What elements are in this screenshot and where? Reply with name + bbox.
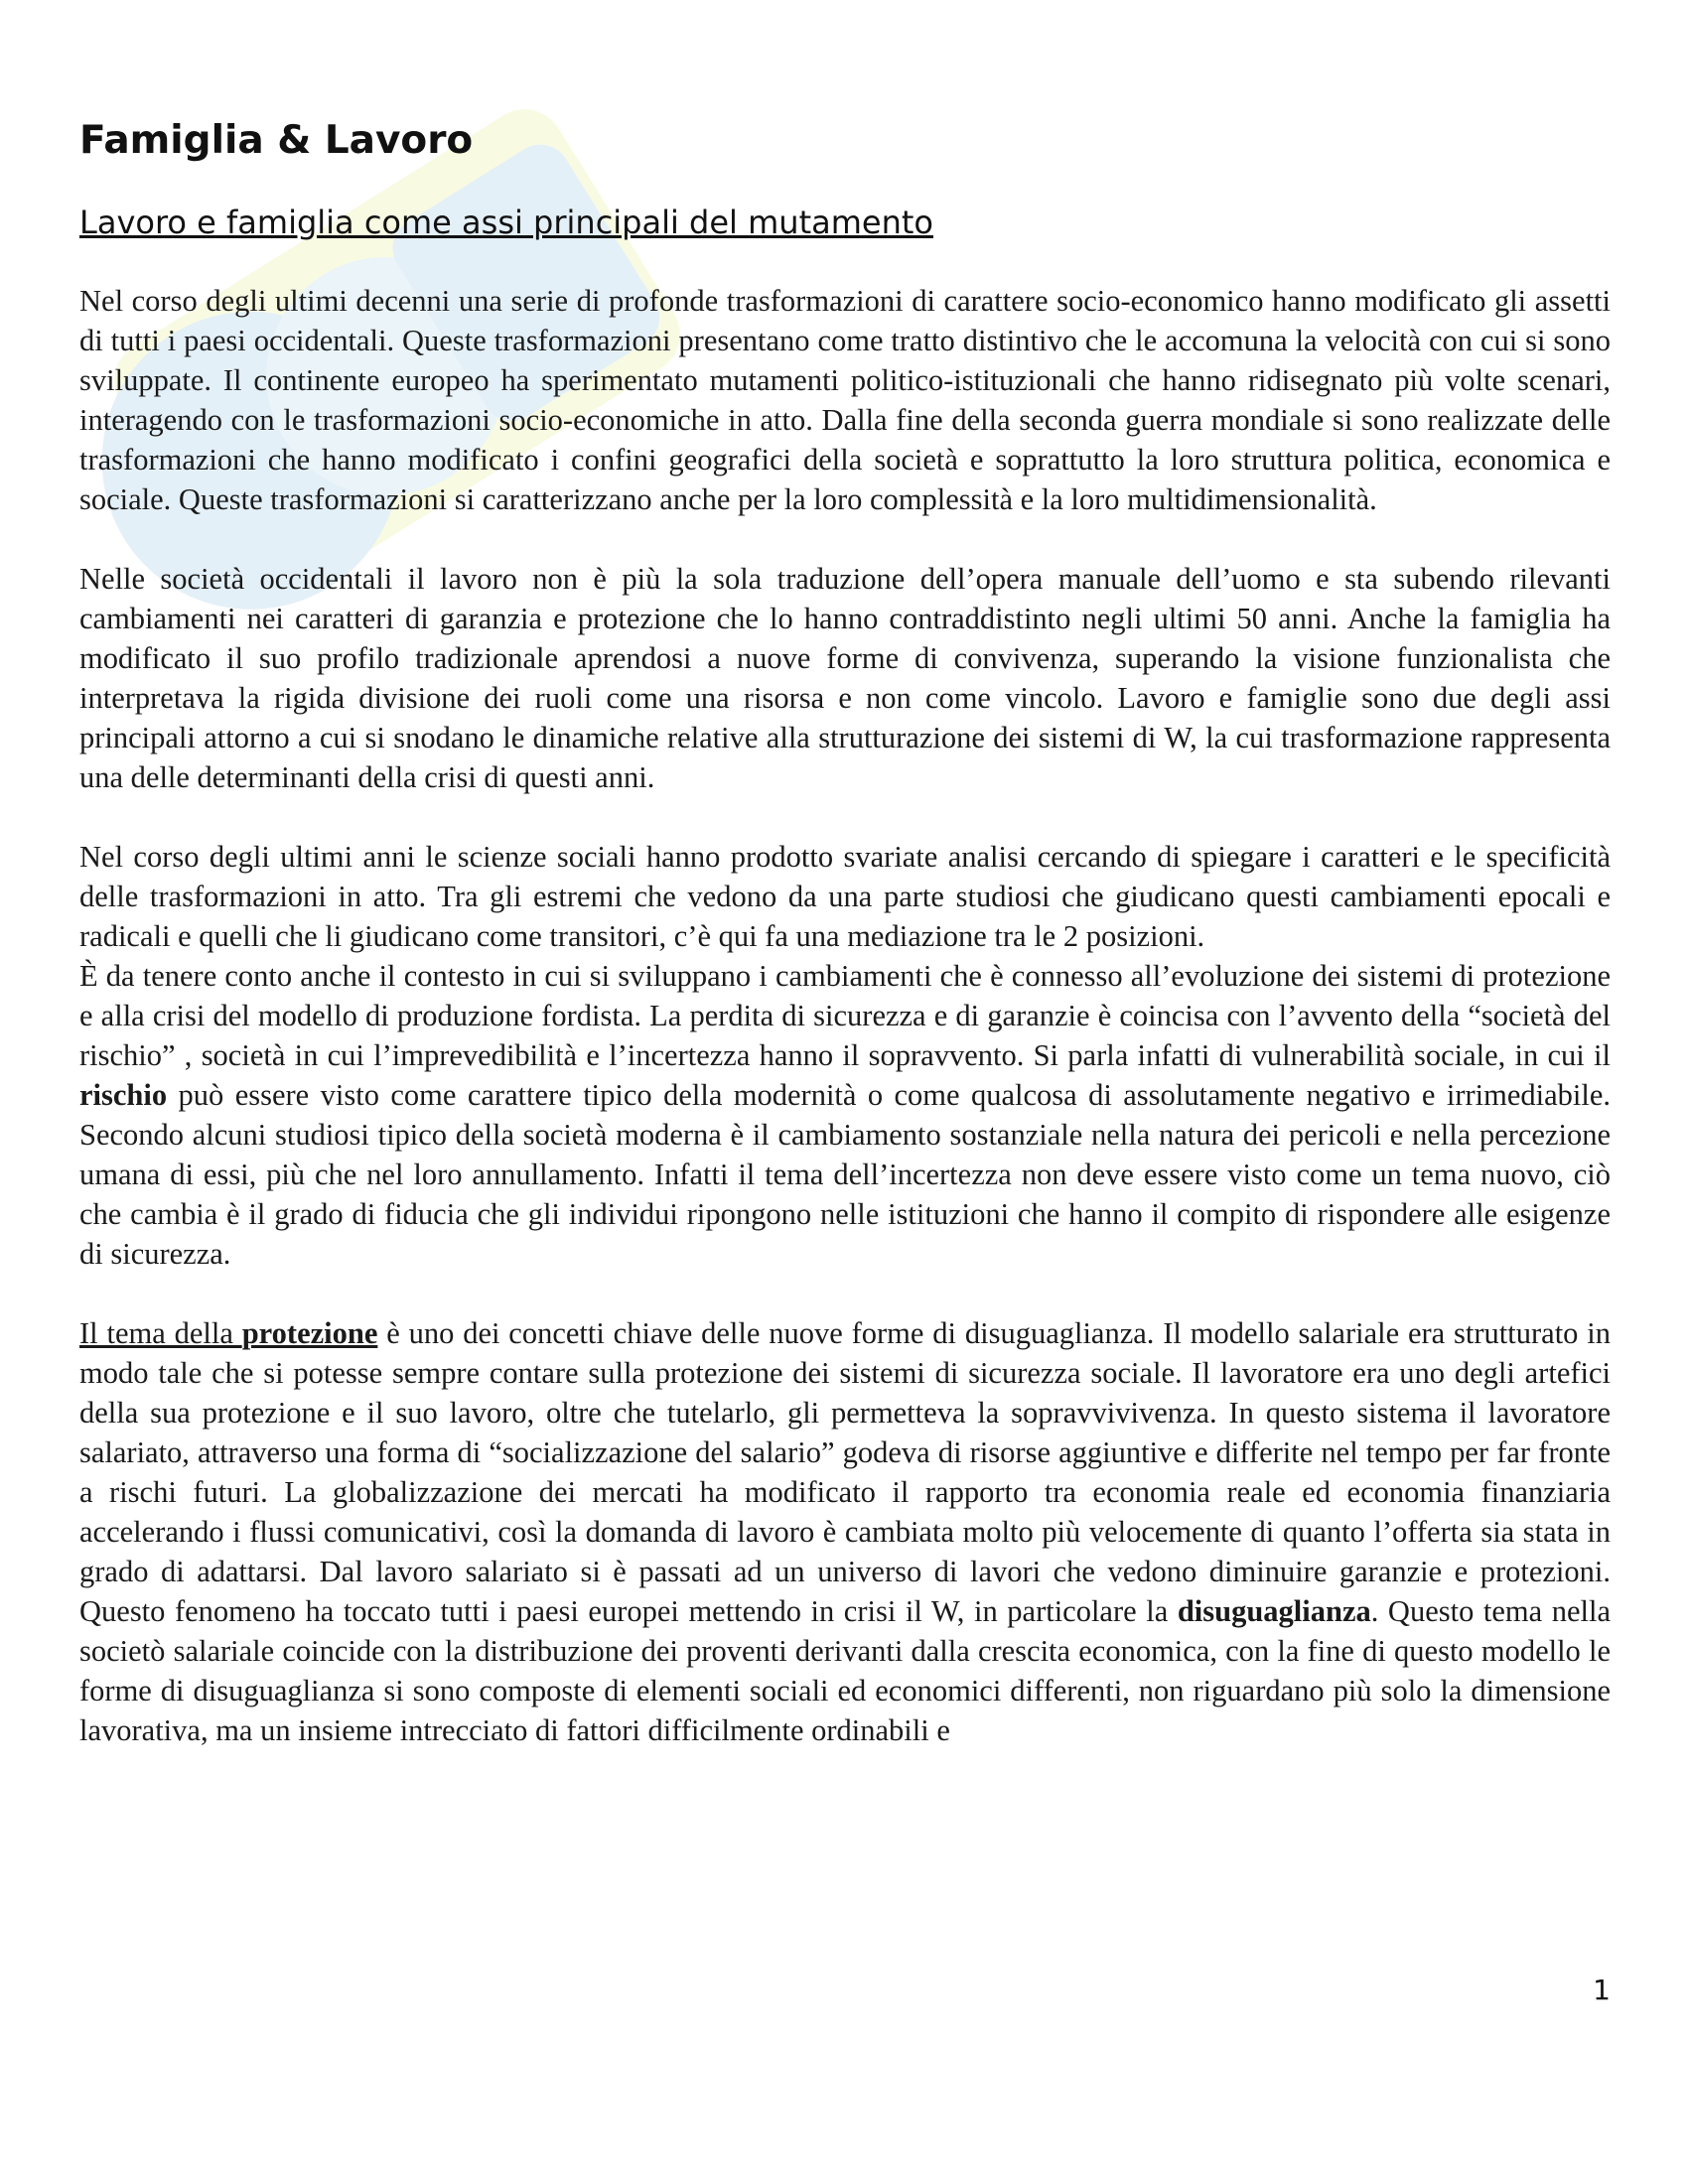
document-title: Famiglia & Lavoro [79, 118, 474, 163]
paragraph-5-text-a: è uno dei concetti chiave delle nuove forme di disuguaglianza. Il modello salariale era strutturato in modo tale che si potesse sempre contare sulla protezione dei sistemi di sicurezza sociale. Il lavoratore era uno degli artefici della sua protezione e il suo lavoro, oltre che tutelarlo, gli permetteva la sopravvivivenza. In questo sistema il lavoratore salariato, attraverso una forma di “socializzazione del salario” godeva di risorse aggiuntive e differite nel tempo per far fronte a rischi futuri. La globalizzazione dei mercati ha modificato il rapporto tra economia reale ed economia finanziaria accelerando i flussi comunicativi, così la domanda di lavoro è cambiata molto più velocemente di quanto l’offerta sia stata in grado di adattarsi. Dal lavoro salariato si è passati ad un universo di lavori che vedono diminuire garanzie e protezioni. Questo fenomeno ha toccato tutti i paesi europei mettendo in crisi il W, in particolare la [79, 1316, 1611, 1628]
keyword-disuguaglianza: disuguaglianza [1177, 1594, 1371, 1628]
keyword-protezione: protezione [241, 1316, 378, 1350]
paragraph-4-text-a: È da tenere conto anche il contesto in cui si sviluppano i cambiamenti che è connesso all’evoluzione dei sistemi di protezione e alla crisi del modello di produzione fordista. La perdita di sicurezza e di garanzie è coincisa con l’avvento della “società del rischio” , società in cui l’imprevedibilità e l’incertezza hanno il sopravvento. Si parla infatti di vulnerabilità sociale, in cui il [79, 959, 1611, 1072]
paragraph-3: Nel corso degli ultimi anni le scienze sociali hanno prodotto svariate analisi cercando di spiegare i caratteri e le specificità delle trasformazioni in atto. Tra gli estremi che vedono da una parte studiosi che giudicano questi cambiamenti epocali e radicali e quelli che li giudicano come transitori, c’è qui fa una mediazione tra le 2 posizioni. [79, 840, 1611, 953]
paragraph-5-text-b: . Questo tema nella societò salariale coincide con la distribuzione dei proventi derivanti dalla crescita economica, con la fine di questo modello le forme di disuguaglianza si sono composte di elementi sociali ed economici differenti, non riguardano più solo la dimensione lavorativa, ma un insieme intrecciato di fattori difficilmente ordinabili e [79, 1594, 1612, 1747]
paragraph-2: Nelle società occidentali il lavoro non è più la sola traduzione dell’opera manuale dell’uomo e sta subendo rilevanti cambiamenti nei caratteri di garanzia e protezione che lo hanno contraddistinto negli ultimi 50 anni. Anche la famiglia ha modificato il suo profilo tradizionale aprendosi a nuove forme di convivenza, superando la visione funzionalista che interpretava la rigida divisione dei ruoli come una risorsa e non come vincolo. Lavoro e famiglie sono due degli assi principali attorno a cui si snodano le dinamiche relative alla strutturazione dei sistemi di W, la cui trasformazione rappresenta una delle determinanti della crisi di questi anni. [79, 562, 1611, 794]
paragraph-4-text-b: può essere visto come carattere tipico della modernità o come qualcosa di assolutamente negativo e irrimediabile. Secondo alcuni studiosi tipico della società moderna è il cambiamento sostanziale nella natura dei pericoli e nella percezione umana di essi, più che nel loro annullamento. Infatti il tema dell’incertezza non deve essere visto come un tema nuovo, ciò che cambia è il grado di fiducia che gli individui ripongono nelle istituzioni che hanno il compito di rispondere alle esigenze di sicurezza. [79, 1078, 1611, 1271]
paragraph-5-underlined: Il tema della [79, 1316, 242, 1350]
document-page [79, 117, 1611, 1750]
paragraph-4 [79, 956, 1611, 1274]
paragraph-5 [79, 1313, 1611, 1750]
keyword-rischio: rischio [79, 1078, 168, 1112]
paragraph-1: Nel corso degli ultimi decenni una serie di profonde trasformazioni di carattere socio-economico hanno modificato gli assetti di tutti i paesi occidentali. Queste trasformazioni presentano come tratto distintivo che le accomuna la velocità con cui si sono sviluppate. Il continente europeo ha sperimentato mutamenti politico-istituzionali che hanno ridisegnato più volte scenari, interagendo con le trasformazioni socio-economiche in atto. Dalla fine della seconda guerra mondiale si sono realizzate delle trasformazioni che hanno modificato i confini geografici della società e soprattutto la loro struttura politica, economica e sociale. Queste trasformazioni si caratterizzano anche per la loro complessità e la loro multidimensionalità. [79, 284, 1611, 516]
section-heading: Lavoro e famiglia come assi principali del mutamento [79, 204, 933, 241]
page-number: 1 [1593, 1974, 1611, 2006]
